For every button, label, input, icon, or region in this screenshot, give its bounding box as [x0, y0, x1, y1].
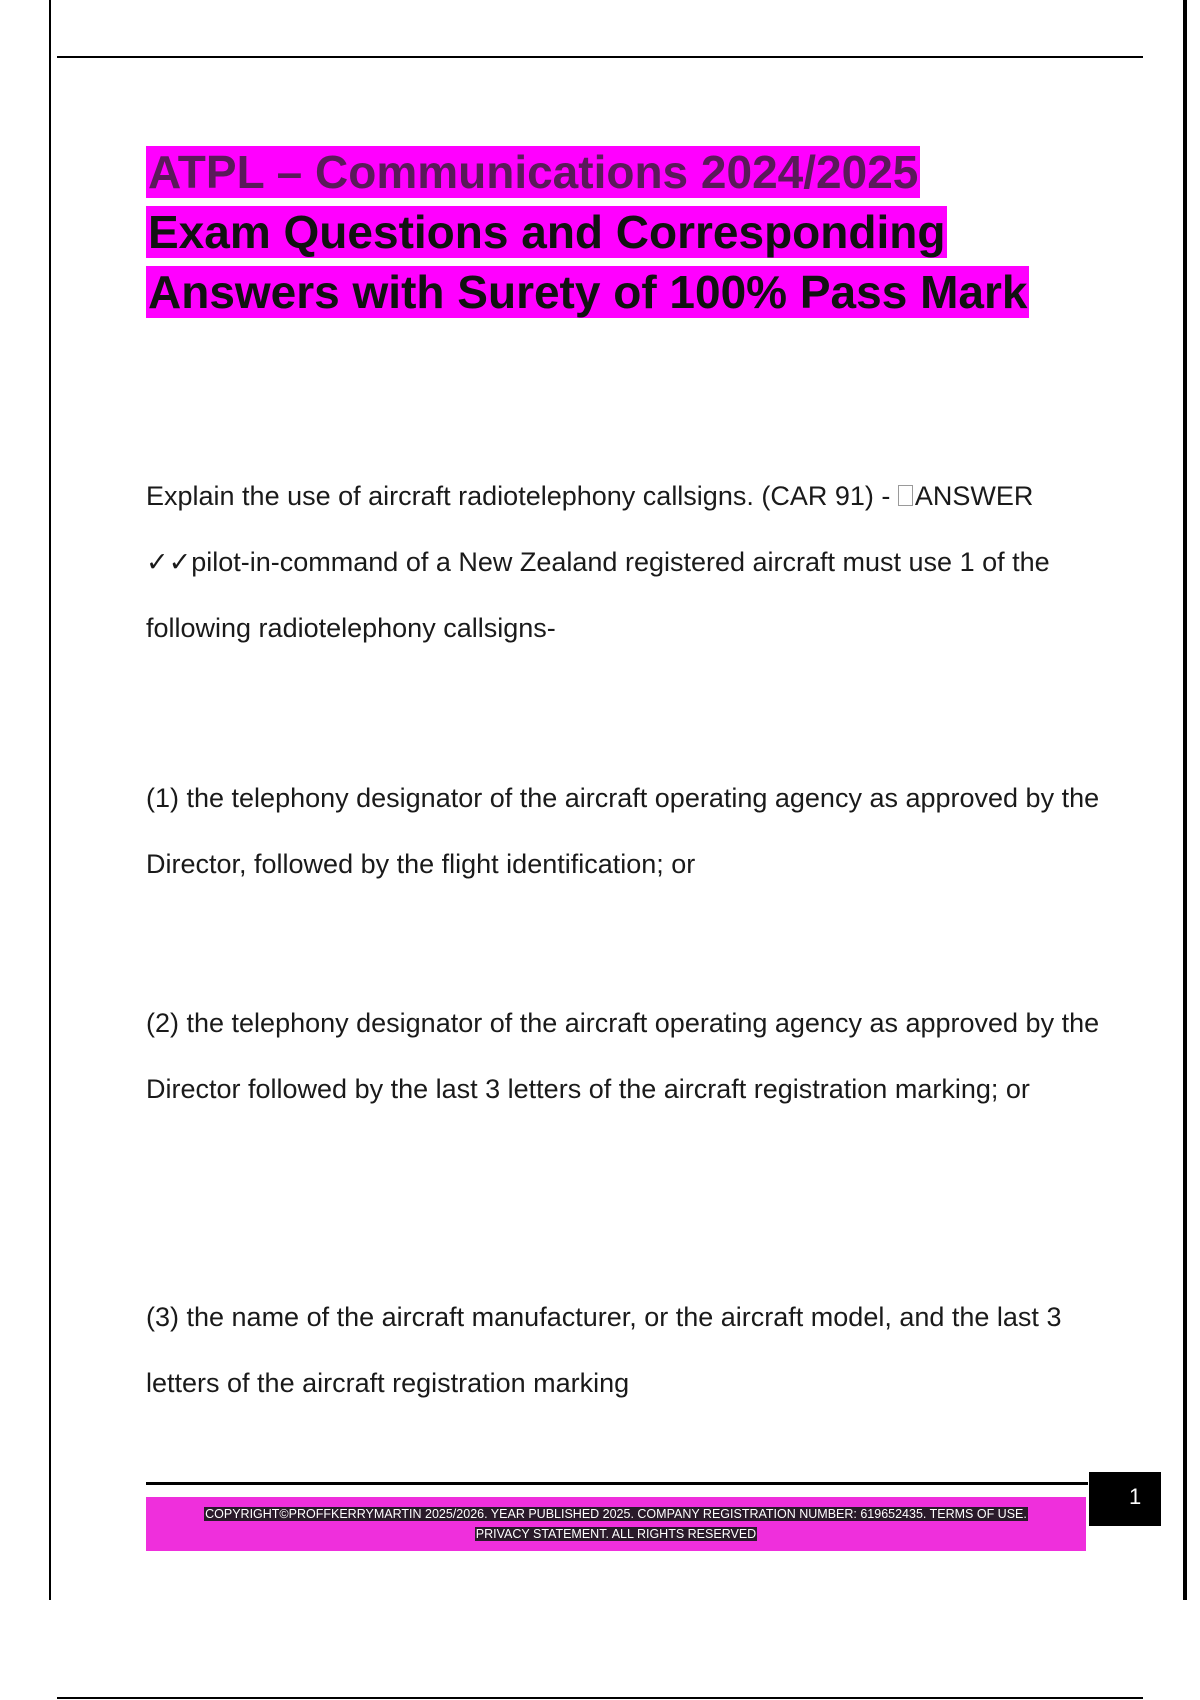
question-paragraph [146, 463, 1106, 661]
copyright-line-2: PRIVACY STATEMENT. ALL RIGHTS RESERVED [475, 1527, 757, 1541]
question-prompt: Explain the use of aircraft radiotelephony callsigns. (CAR 91) - [146, 481, 898, 511]
header-rule [57, 56, 1143, 58]
answer-item-2: (2) the telephony designator of the aircraft operating agency as approved by the Director followed by the last 3 letters of the aircraft registration marking; or [146, 1008, 1100, 1104]
missing-glyph-icon [898, 485, 913, 506]
answer-marker: ANSWER [914, 481, 1034, 511]
footer-rule [146, 1482, 1088, 1485]
page-border-left [49, 0, 51, 1600]
title-line-3: Answers with Surety of 100% Pass Mark [148, 266, 1028, 318]
title-line-2: Exam Questions and Corresponding [148, 206, 946, 258]
copyright-footer [146, 1497, 1086, 1551]
answer-intro: ✓✓pilot-in-command of a New Zealand registered aircraft must use 1 of the following radiotelephony callsigns- [146, 547, 1050, 643]
next-page-rule [57, 1697, 1143, 1699]
answer-item-3: (3) the name of the aircraft manufacturer, or the aircraft model, and the last 3 letters of the aircraft registration marking [146, 1302, 1062, 1398]
document-title [146, 142, 1106, 322]
title-line-1: ATPL – Communications 2024/2025 [148, 146, 919, 198]
page-number: 1 [1089, 1472, 1161, 1526]
answer-item-1: (1) the telephony designator of the aircraft operating agency as approved by the Director, followed by the flight identification; or [146, 783, 1100, 879]
copyright-line-1: COPYRIGHT©PROFFKERRYMARTIN 2025/2026. YEAR PUBLISHED 2025. COMPANY REGISTRATION NUMBER: 619652435. TERMS OF USE. [205, 1507, 1027, 1521]
page-border-right [1183, 0, 1187, 1600]
